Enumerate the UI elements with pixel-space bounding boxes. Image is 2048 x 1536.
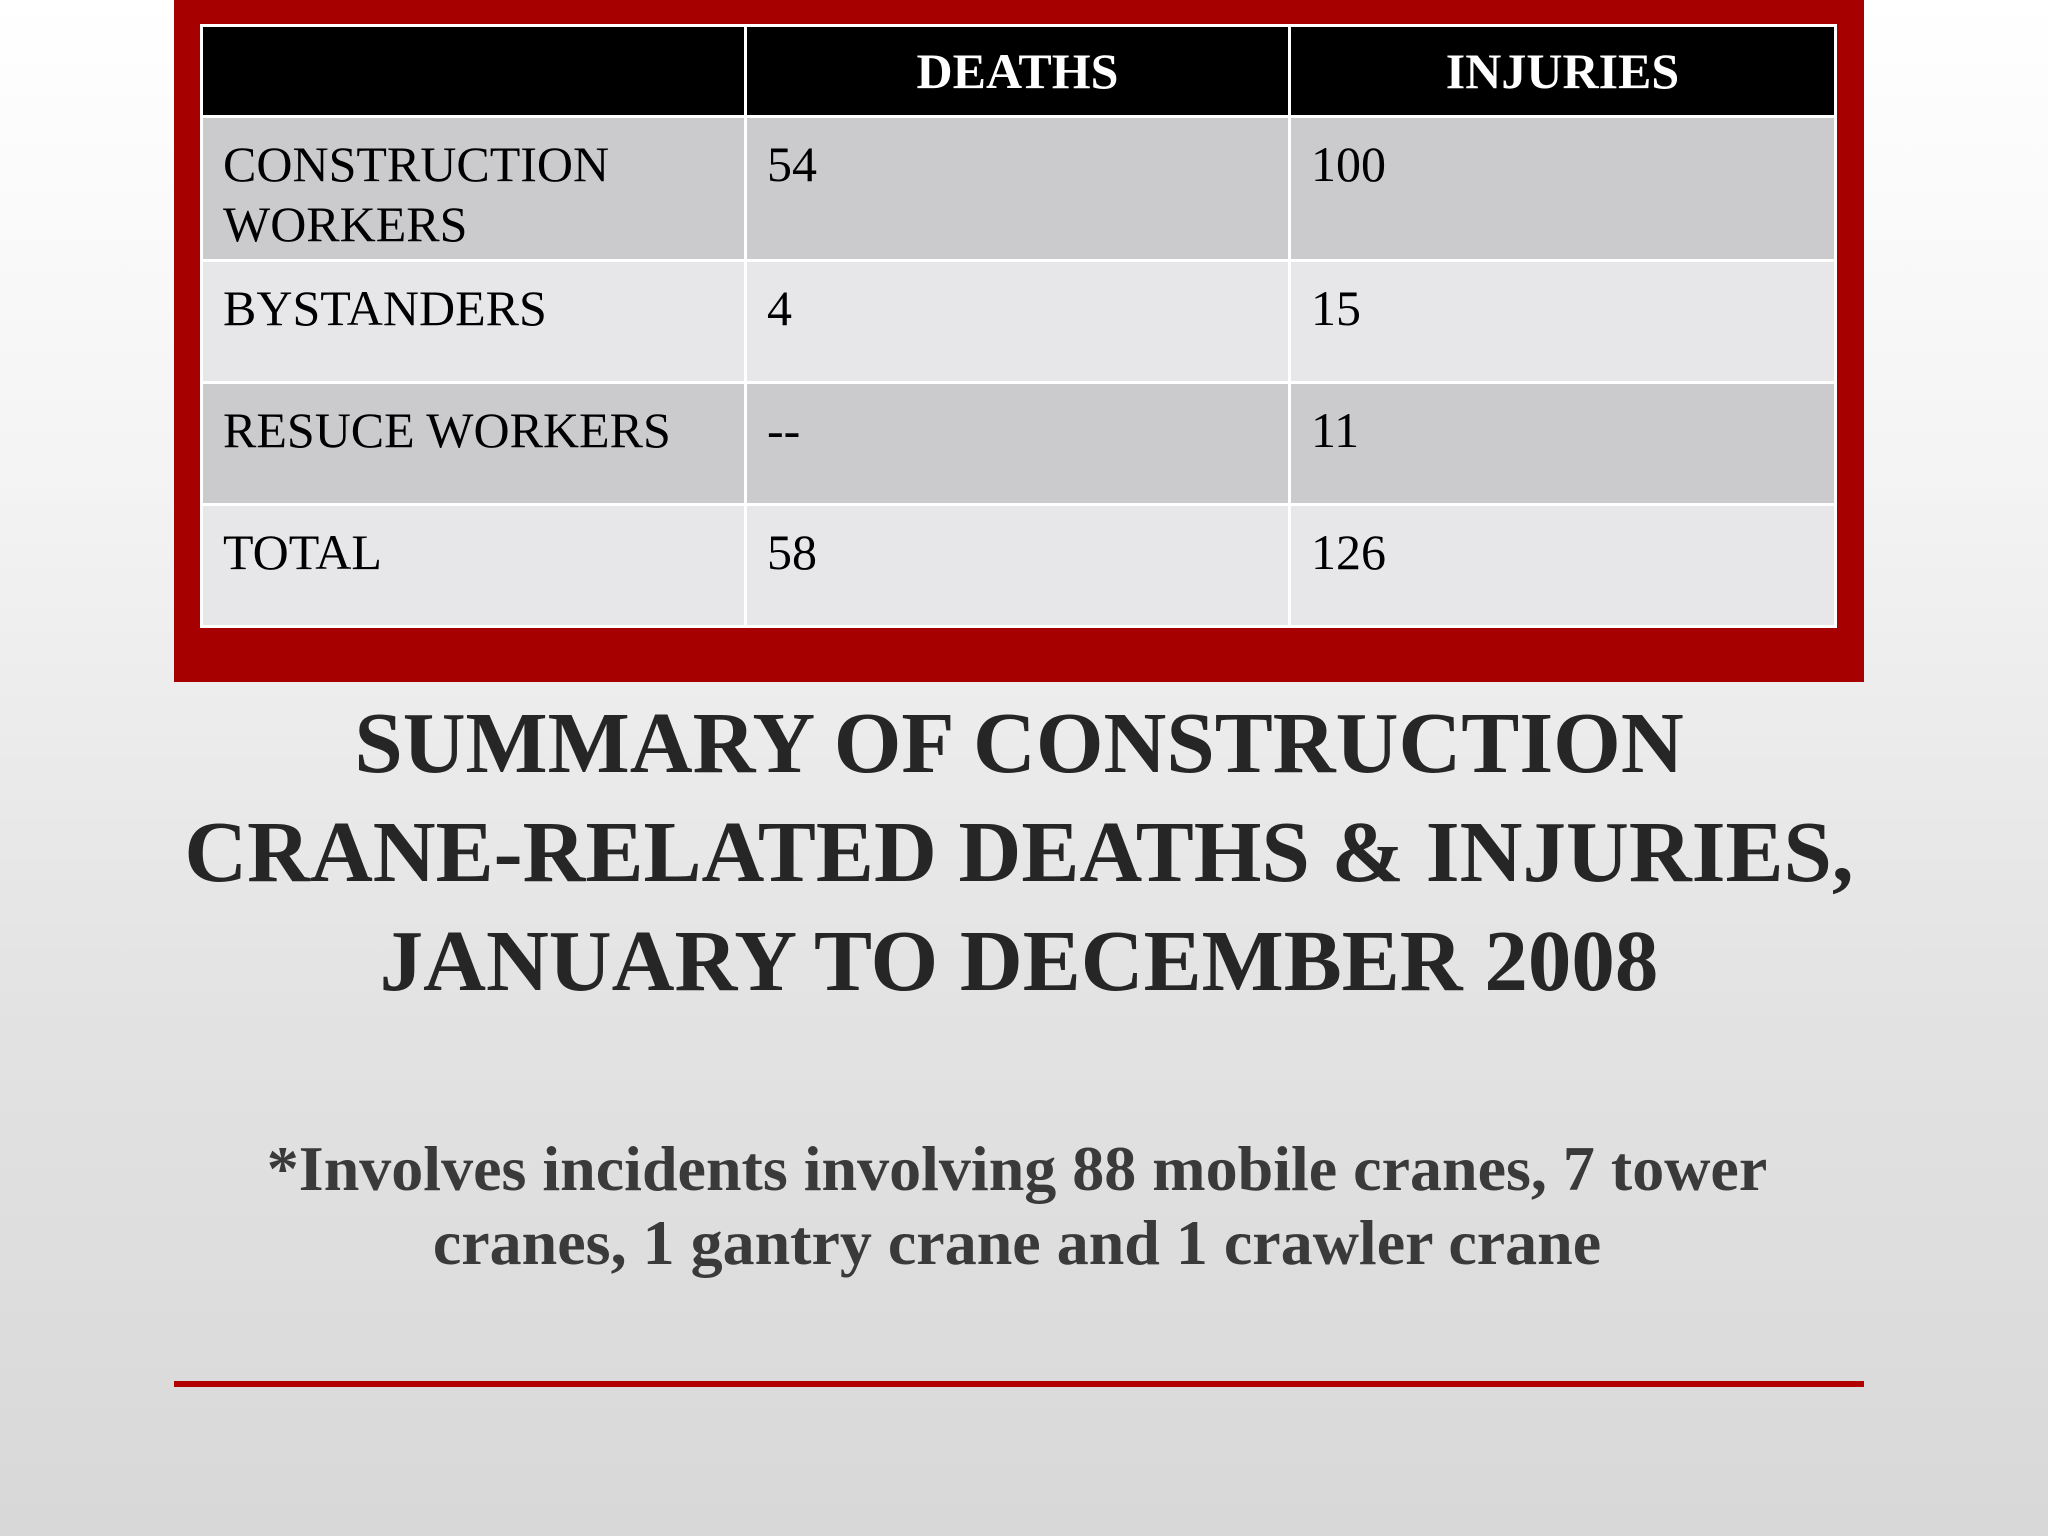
injuries-cell: 126	[1290, 505, 1836, 627]
deaths-cell: 4	[746, 261, 1290, 383]
injuries-cell: 11	[1290, 383, 1836, 505]
deaths-cell: 54	[746, 117, 1290, 261]
casualty-table	[200, 24, 1837, 628]
injuries-cell: 15	[1290, 261, 1836, 383]
divider-line	[174, 1381, 1864, 1387]
category-cell: CONSTRUCTION WORKERS	[202, 117, 746, 261]
slide-title: SUMMARY OF CONSTRUCTION CRANE-RELATED DEATHS & INJURIES, JANUARY TO DECEMBER 2008	[184, 694, 1854, 1009]
deaths-cell: --	[746, 383, 1290, 505]
footnote: *Involves incidents involving 88 mobile cranes, 7 tower cranes, 1 gantry crane and 1 crawler crane	[266, 1133, 1768, 1278]
table-row	[202, 383, 1836, 505]
category-cell: BYSTANDERS	[202, 261, 746, 383]
header-deaths: DEATHS	[746, 26, 1290, 117]
table-row	[202, 261, 1836, 383]
table-row	[202, 505, 1836, 627]
table-header-row	[202, 26, 1836, 117]
category-cell: RESUCE WORKERS	[202, 383, 746, 505]
header-blank	[202, 26, 746, 117]
deaths-cell: 58	[746, 505, 1290, 627]
table-row	[202, 117, 1836, 261]
injuries-cell: 100	[1290, 117, 1836, 261]
header-injuries: INJURIES	[1290, 26, 1836, 117]
category-cell: TOTAL	[202, 505, 746, 627]
